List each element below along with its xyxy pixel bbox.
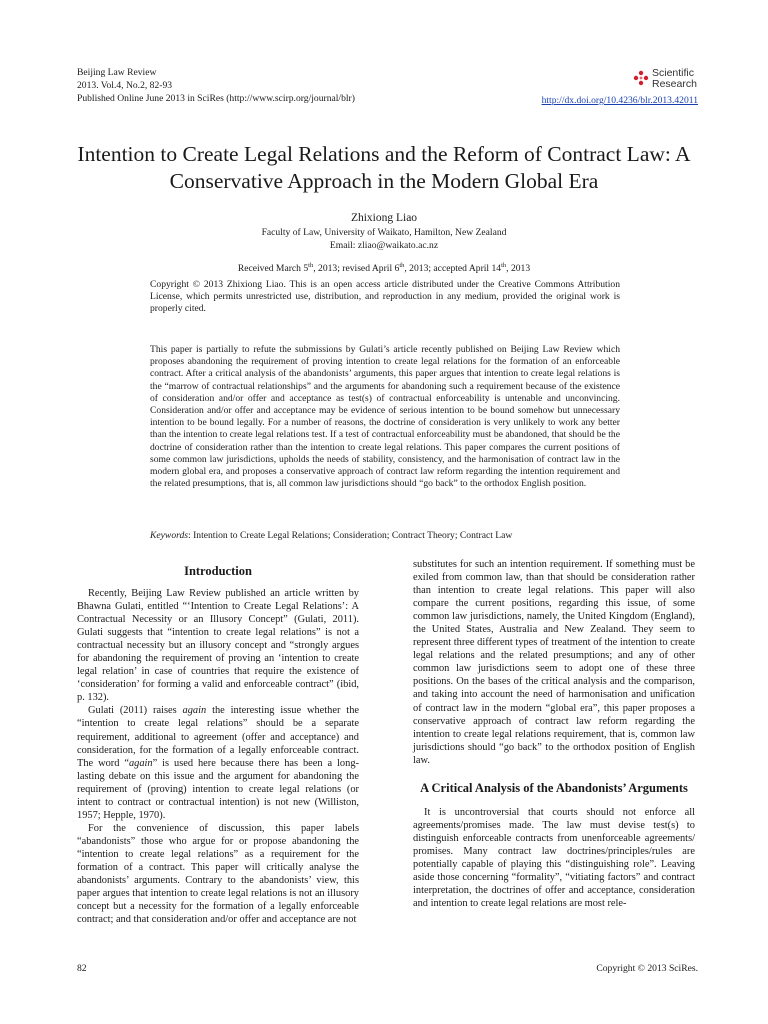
journal-name: Beijing Law Review [77, 67, 157, 78]
left-column [77, 558, 359, 926]
accepted-date: , 2013; accepted April 14 [404, 263, 502, 275]
logo-line-2: Research [652, 78, 697, 90]
right-column [413, 558, 695, 910]
paper-title: Intention to Create Legal Relations and the Reform of Contract Law: A Conservative Approach in the Modern Global Era [77, 142, 691, 193]
abstract: This paper is partially to refute the submissions by Gulati’s article recently published on Beijing Law Review which proposes abandoning the requirement of proving intention to create legal relations for the formation of an enforceable contract. After a critical analysis of the abandonists’ arguments, this paper argues that intention to create legal relations is the “marrow of contractual relationships” and the arguments for abandoning such a requirement because of the existence of consideration and/or offer and acceptance as test(s) of contractual enforceability is untenable and unconvincing. Consideration and/or offer and acceptance may be evidence of serious intention to be bound somehow but unnecessary intention to be bound legally. For a number of reasons, the doctrine of consideration is very unlikely to work any better than the intention to create legal relations test. If a test of contractual enforceability must be abandoned, that should be the doctrine of consideration rather than the intention to create legal relations. This paper compares the current positions of some common law jurisdictions, upholds the needs of stability, consistency, and the harmonisation of contract law in the modern global era, and proposes a conservative approach of contract law reform regarding the intention requirement and the related presumptions, that is, all common law jurisdictions should “go back” to the orthodox English position. [150, 344, 620, 490]
author-name: Zhixiong Liao [350, 212, 418, 224]
section-heading-introduction: Introduction [184, 564, 252, 578]
paragraph: Recently, Beijing Law Review published an article written by Bhawna Gulati, entitled “‘Intention to Create Legal Relations’: A Contractual Necessity or an Illusory Concept” (Gulati, 2011). Gulati suggests that “intention to create legal relations” is not a contractual necessity but an illusory concept and “strongly argues for abandoning the requirement of proving an ‘intention to create legal relation’ in case of countries that require the existence of ‘consideration’ for forming a valid and enforceable contract” (ibid, p. 132). [77, 588, 359, 704]
page-number: 82 [77, 963, 87, 974]
keywords-text: : Intention to Create Legal Relations; Consideration; Contract Theory; Contract Law [188, 530, 513, 541]
author-email: Email: zliao@waikato.ac.nz [329, 239, 439, 251]
paragraph: For the convenience of discussion, this paper labels “abandonists” those who argue for or propose abandoning the “intention to create legal relations” as a requirement for the formation of a contract. This paper will critically analyse the abandonists’ arguments. Contrary to the abandonists’ view, this paper argues that intention to create legal relations is not an illusory concept but a necessity for the formation of a legally enforceable contract; and that consideration and/or offer and acceptance are not [77, 822, 359, 926]
footer-copyright: Copyright © 2013 SciRes. [596, 963, 698, 974]
doi-link[interactable]: http://dx.doi.org/10.4236/blr.2013.42011 [541, 95, 698, 106]
keywords [150, 530, 620, 541]
section-heading-critical-analysis: A Critical Analysis of the Abandonists’ Arguments [420, 780, 688, 795]
published-line: Published Online June 2013 in SciRes (http://www.scirp.org/journal/blr) [77, 93, 355, 104]
affiliation-block [0, 227, 768, 252]
paragraph: substitutes for such an intention requirement. If something must be exiled from common law, than that should be consideration rather than intention to create legal relations. This paper will also compare the current positions, regarding this issue, of some common law jurisdictions, namely, the United Kingdom (England), the United States, Australia and New Zealand. They seem to represent three different types of treatment of the intention to create legal relations and the related presumptions; and any of other common law jurisdictions seem to adopt one of these three positions. On the bases of the critical analysis and the comparison, and taking into account the need of harmonisation and unification of contract law in the modern “global era”, this paper proposes a conservative approach of contract law reform regarding the intention to create legal relations requirement, that is, common law jurisdictions should “go back” to the orthodox position of English law. [413, 559, 695, 766]
submission-dates: Received March 5th, 2013; revised April 6th, 2013; accepted April 14th, 2013 [237, 262, 531, 275]
affiliation: Faculty of Law, University of Waikato, Hamilton, New Zealand [261, 227, 507, 238]
paragraph: It is uncontroversial that courts should not enforce all agreements/promises made. The law must devise test(s) to distinguish enforceable contracts from unenforceable agreements/ promises. Many contract law doctrines/principles/rules are potentially capable of playing this “distinguishing role”. Leaving aside those concerning “formality”, “vitiating factors” and contract interpretation, the doctrines of offer and acceptance, consideration and intention to create legal relations are most rele- [413, 806, 695, 910]
volume-line: 2013. Vol.4, No.2, 82-93 [77, 80, 173, 91]
journal-header [77, 66, 355, 105]
received-date: Received March 5 [237, 263, 309, 275]
copyright-notice: Copyright © 2013 Zhixiong Liao. This is an open access article distributed under the Creative Commons Attribution License, which permits unrestricted use, distribution, and reproduction in any medium, provided the original work is properly cited. [150, 279, 620, 315]
revised-date: , 2013; revised April 6 [313, 263, 400, 275]
keywords-label: Keywords [150, 530, 189, 541]
logo-mark-icon [632, 70, 650, 90]
scientific-research-logo [632, 68, 702, 94]
logo-line-1: Scientific [652, 67, 695, 79]
paragraph: Gulati (2011) raises again the interesting issue whether the “intention to create legal relations” should be a separate requirement, additional to agreement (offer and acceptance) and consideration, for the formation of a legally enforceable contract. The word “again” is used here because there has been a long-lasting debate on this issue and the argument for abandoning the requirement of (proving) intention to create legal relations (or intent to contract or contractual intention) is not new (Williston, 1957; Hepple, 1970). [77, 705, 359, 821]
